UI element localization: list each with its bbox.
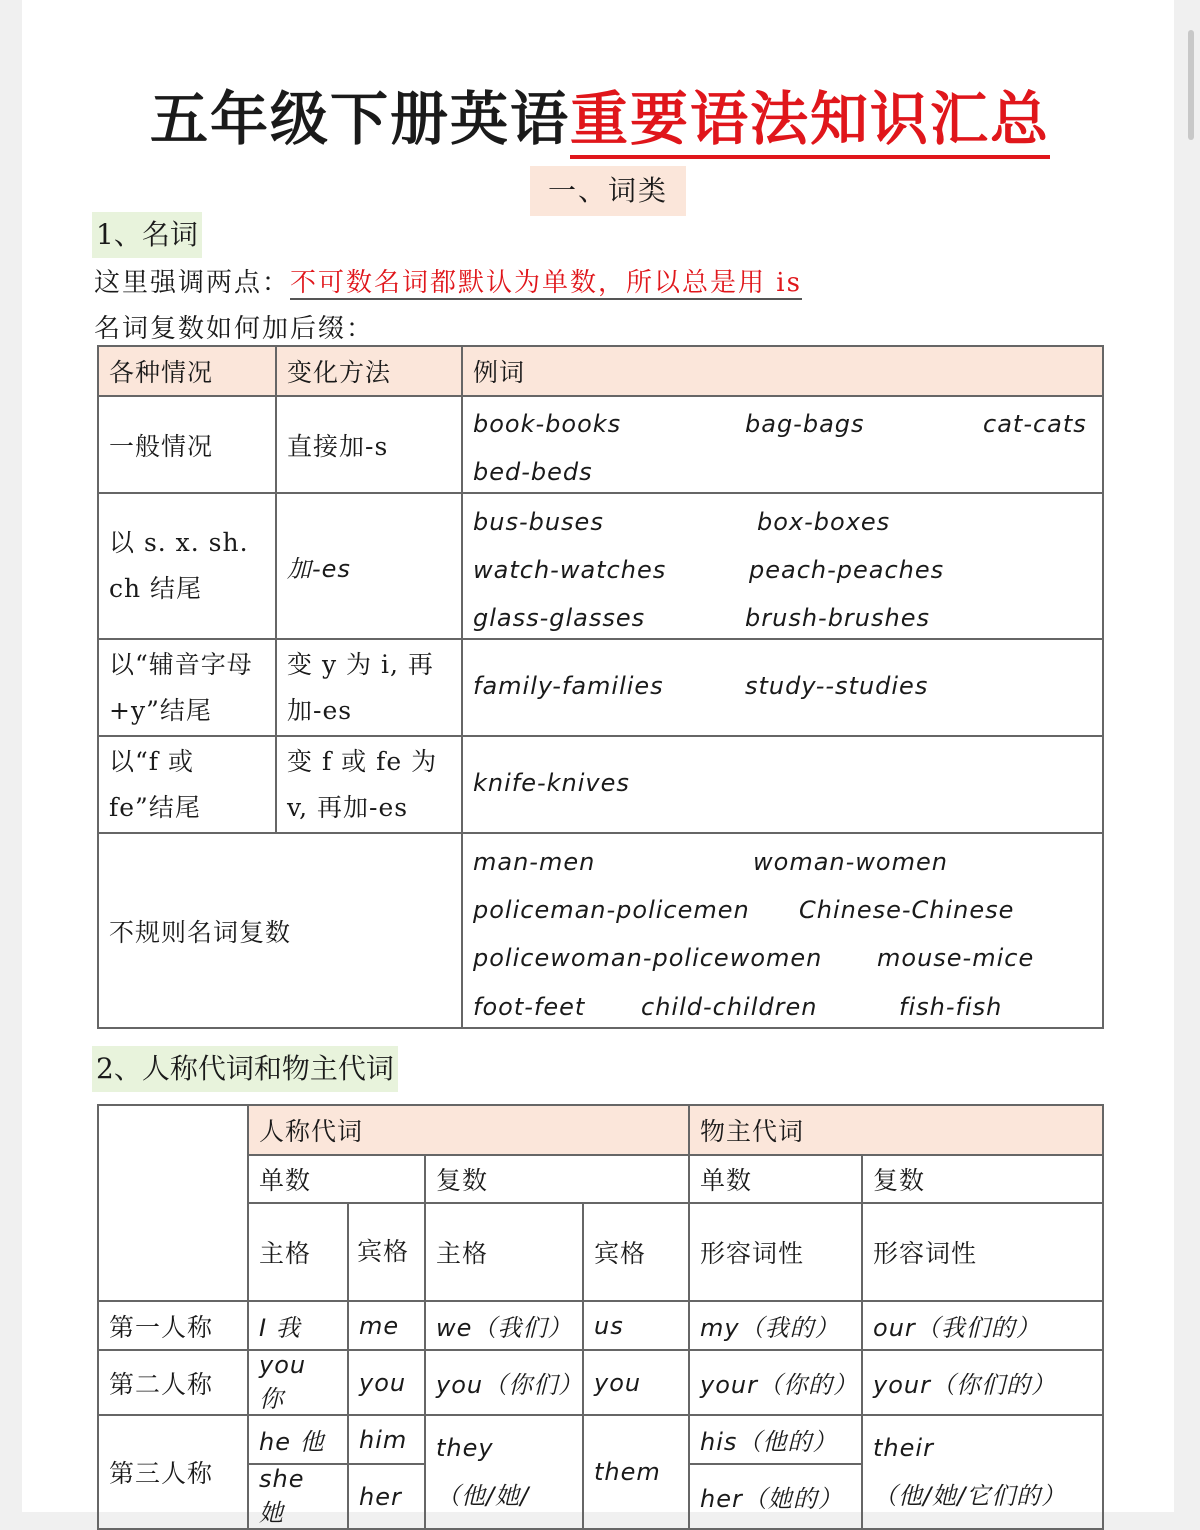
table-row [98, 493, 1103, 639]
plural-intro: 名词复数如何加后缀： [94, 314, 375, 344]
pronoun-cell: her（她的） [689, 1464, 862, 1529]
example-word: bus-buses [473, 508, 604, 536]
header-examples: 例词 [462, 346, 1103, 396]
nouns-heading: 1、名词 [92, 212, 202, 258]
person-cell: 第三人称 [98, 1415, 248, 1529]
subject-header: 主格 [248, 1203, 348, 1301]
pronoun-they-note: （他/她/ [436, 1482, 530, 1510]
example-word: policeman-policemen [473, 895, 750, 924]
pronoun-cell: your（你们的） [862, 1350, 1103, 1415]
method-cell: 变 y 为 i, 再加-es [276, 639, 462, 736]
example-word: policewoman-policewomen [473, 943, 823, 972]
pronoun-cell: you [348, 1350, 425, 1415]
pronoun-cell: your（你的） [689, 1350, 862, 1415]
pronouns-heading: 2、人称代词和物主代词 [92, 1046, 398, 1092]
possessive-header: 物主代词 [689, 1105, 1103, 1155]
pronoun-cell: him [348, 1415, 425, 1464]
table-row [98, 833, 1103, 1028]
section-title: 一、词类 [530, 166, 686, 216]
case-cell: 以“f 或 fe”结尾 [98, 736, 276, 833]
example-word: woman-women [753, 847, 948, 876]
examples-cell [462, 396, 1103, 493]
header-case: 各种情况 [98, 346, 276, 396]
example-word: glass-glasses [473, 604, 646, 632]
pronoun-their: their [873, 1434, 934, 1462]
example-word: peach-peaches [749, 556, 945, 584]
example-word: bed-beds [473, 457, 593, 486]
header-method: 变化方法 [276, 346, 462, 396]
pronoun-cell: them [583, 1415, 689, 1529]
example-word: fish-fish [899, 992, 1003, 1021]
poss-plural-header: 复数 [862, 1155, 1103, 1203]
note-prefix: 这里强调两点： [94, 268, 291, 298]
table-row [98, 1301, 1103, 1350]
adjective-header: 形容词性 [689, 1203, 862, 1301]
personal-header: 人称代词 [248, 1105, 689, 1155]
singular-header: 单数 [248, 1155, 425, 1203]
case-cell: 以“辅音字母+y”结尾 [98, 639, 276, 736]
example-word: knife-knives [473, 768, 630, 797]
examples-cell [462, 639, 1103, 736]
case-cell: 一般情况 [98, 396, 276, 493]
corner-cell [98, 1105, 248, 1301]
example-word: man-men [473, 847, 596, 876]
title-black: 五年级下册英语 [149, 85, 570, 153]
person-cell: 第一人称 [98, 1301, 248, 1350]
example-word: box-boxes [757, 508, 891, 536]
page-title [0, 72, 1200, 156]
example-word: brush-brushes [745, 604, 930, 632]
person-cell: 第二人称 [98, 1350, 248, 1415]
examples-cell [462, 493, 1103, 639]
note-red: 不可数名词都默认为单数，所以总是用 is [290, 268, 802, 298]
method-cell: 变 f 或 fe 为 v, 再加-es [276, 736, 462, 833]
pronoun-cell: me [348, 1301, 425, 1350]
case-cell: 不规则名词复数 [98, 833, 462, 1028]
pronoun-cell: his（他的） [689, 1415, 862, 1464]
example-word: family-families [473, 671, 664, 700]
poss-singular-header: 单数 [689, 1155, 862, 1203]
example-word: cat-cats [983, 409, 1087, 438]
nouns-note [94, 262, 802, 299]
example-word: mouse-mice [877, 943, 1035, 972]
pronoun-cell: our（我们的） [862, 1301, 1103, 1350]
pronoun-cell: he 他 [248, 1415, 348, 1464]
pronoun-cell: her [348, 1464, 425, 1529]
table-row [98, 639, 1103, 736]
pronoun-cell: you 你 [248, 1350, 348, 1415]
example-word: book-books [473, 409, 622, 438]
example-word: foot-feet [473, 992, 586, 1021]
example-word: Chinese-Chinese [799, 895, 1015, 924]
noun-plural-table [97, 345, 1104, 1029]
object-header: 宾格 [348, 1203, 425, 1301]
pronoun-cell: you（你们） [425, 1350, 583, 1415]
pronoun-cell: us [583, 1301, 689, 1350]
example-word: bag-bags [745, 409, 865, 438]
object-header: 宾格 [583, 1203, 689, 1301]
pronoun-cell: I 我 [248, 1301, 348, 1350]
table-row [98, 396, 1103, 493]
pronoun-cell: you [583, 1350, 689, 1415]
adjective-header: 形容词性 [862, 1203, 1103, 1301]
subject-header: 主格 [425, 1203, 583, 1301]
example-word: watch-watches [473, 556, 667, 584]
method-cell: 加-es [276, 493, 462, 639]
plural-header: 复数 [425, 1155, 689, 1203]
pronoun-cell: she 她 [248, 1464, 348, 1529]
pronoun-cell: my（我的） [689, 1301, 862, 1350]
table-row [98, 1350, 1103, 1415]
table-row [98, 736, 1103, 833]
pronoun-cell: we（我们） [425, 1301, 583, 1350]
example-word: study--studies [745, 671, 929, 700]
example-word: child-children [641, 992, 818, 1021]
pronoun-table [97, 1104, 1104, 1530]
case-cell: 以 s. x. sh. ch 结尾 [98, 493, 276, 639]
examples-cell [462, 833, 1103, 1028]
pronoun-they: they [436, 1434, 494, 1462]
title-red: 重要语法知识汇总 [570, 85, 1050, 159]
table-row [98, 1415, 1103, 1464]
examples-cell [462, 736, 1103, 833]
method-cell: 直接加-s [276, 396, 462, 493]
pronoun-their-note: （他/她/它们的） [873, 1482, 1067, 1510]
